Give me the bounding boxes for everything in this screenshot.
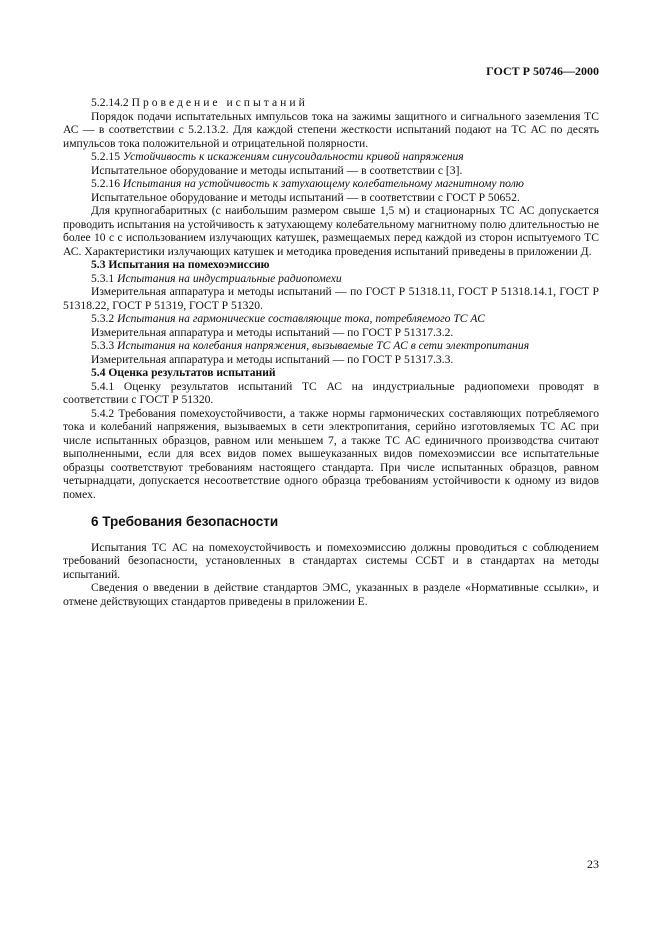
clause-title: Испытания на устойчивость к затухающему колебательному магнитному полю: [122, 177, 524, 190]
clause-number: 5.3.1: [91, 271, 115, 285]
paragraph: Испытательное оборудование и методы испытаний — в соответствии с ГОСТ Р 50652.: [91, 190, 520, 204]
clause-number: 5.3.3: [91, 339, 115, 352]
clause-number: 5.3.2: [91, 312, 115, 325]
paragraph-5-2-16: [63, 177, 599, 191]
paragraph: Измерительная аппаратура и методы испытаний — по ГОСТ Р 51318.11, ГОСТ Р 51318.14.1, ГОСТ Р 51318.22, ГОСТ Р 51319, ГОСТ Р 51320.: [63, 285, 599, 312]
paragraph: 5.4.1 Оценку результатов испытаний ТС АС на индустриальные радиопомехи проводят в соответствии с ГОСТ Р 51320.: [63, 379, 599, 406]
paragraph: Измерительная аппаратура и методы испытаний — по ГОСТ Р 51317.3.3.: [91, 352, 454, 366]
document-body: [63, 96, 599, 608]
clause-title: Устойчивость к искажениям синусоидальности кривой напряжения: [122, 150, 464, 163]
clause-number: 5.2.14.2: [91, 96, 129, 109]
document-code: ГОСТ Р 50746—2000: [486, 64, 599, 78]
paragraph-5-2-14-2: [63, 96, 599, 110]
paragraph-5-3-1: [63, 272, 599, 286]
clause-title: Испытания на индустриальные радиопомехи: [117, 271, 342, 285]
clause-title: Испытания на колебания напряжения, вызываемые ТС АС в сети электропитания: [117, 339, 530, 352]
paragraph: 5.4.2 Требования помехоустойчивости, а также нормы гармонических составляющих потребляемого тока и колебаний напряжения, вызываемых в сети электропитания, серийно изготовляемых ТС АС при числе испытанных образцов, равном или меньшем 7, а также ТС АС единичного производства считают выполненными, если для всех видов помех вышеуказанных видов помехоэмиссии все испытательные образцы соответствуют требованиям настоящего стандарта. При числе испытанных образцов, равном четырнадцати, допускается несоответствие одного образца требованиям устойчивости к одному из видов помех.: [63, 406, 599, 501]
paragraph-5-3-2: [63, 312, 599, 326]
paragraph: Сведения о введении в действие стандартов ЭМС, указанных в разделе «Нормативные ссылки», и отмене действующих стандартов приведены в приложении Е.: [63, 581, 599, 608]
page-number: 23: [587, 857, 599, 871]
clause-title: Испытания на гармонические составляющие тока, потребляемого ТС АС: [117, 312, 485, 325]
clause-number: 5.2.16: [91, 177, 120, 190]
paragraph-5-2-15: [63, 150, 599, 164]
section-heading-6: 6 Требования безопасности: [91, 514, 279, 529]
paragraph: Порядок подачи испытательных импульсов тока на зажимы защитного и сигнального заземления ТС АС — в соответствии с 5.2.13.2. Для каждой степени жесткости испытаний подают на ТС АС по десять импульсов тока положительной и отрицательной полярности.: [63, 109, 599, 150]
paragraph-5-3-3: [63, 339, 599, 353]
subsection-heading-5-4: 5.4 Оценка результатов испытаний: [91, 366, 276, 379]
subsection-heading-5-3: 5.3 Испытания на помехоэмиссию: [91, 258, 270, 271]
clause-number: 5.2.15: [91, 150, 120, 163]
paragraph: Испытательное оборудование и методы испытаний — в соответствии с [3].: [91, 163, 463, 177]
paragraph: Измерительная аппаратура и методы испытаний — по ГОСТ Р 51317.3.2.: [91, 325, 454, 339]
paragraph: Испытания ТС АС на помехоустойчивость и помехоэмиссию должны проводиться с соблюдением требований безопасности, установленных в стандартах системы ССБТ и в стандартах на методы испытаний.: [63, 540, 599, 581]
clause-title: Проведение испытаний: [131, 96, 308, 109]
paragraph: Для крупногабаритных (с наибольшим размером свыше 1,5 м) и стационарных ТС АС допускается проводить испытания на устойчивость к затухающему колебательному магнитному полю длительностью не более 10 с с использованием излучающих катушек, размещаемых перед каждой из сторон испытуемого ТС АС. Характеристики излучающих катушек и методика проведения испытаний приведены в приложении Д.: [63, 204, 599, 258]
